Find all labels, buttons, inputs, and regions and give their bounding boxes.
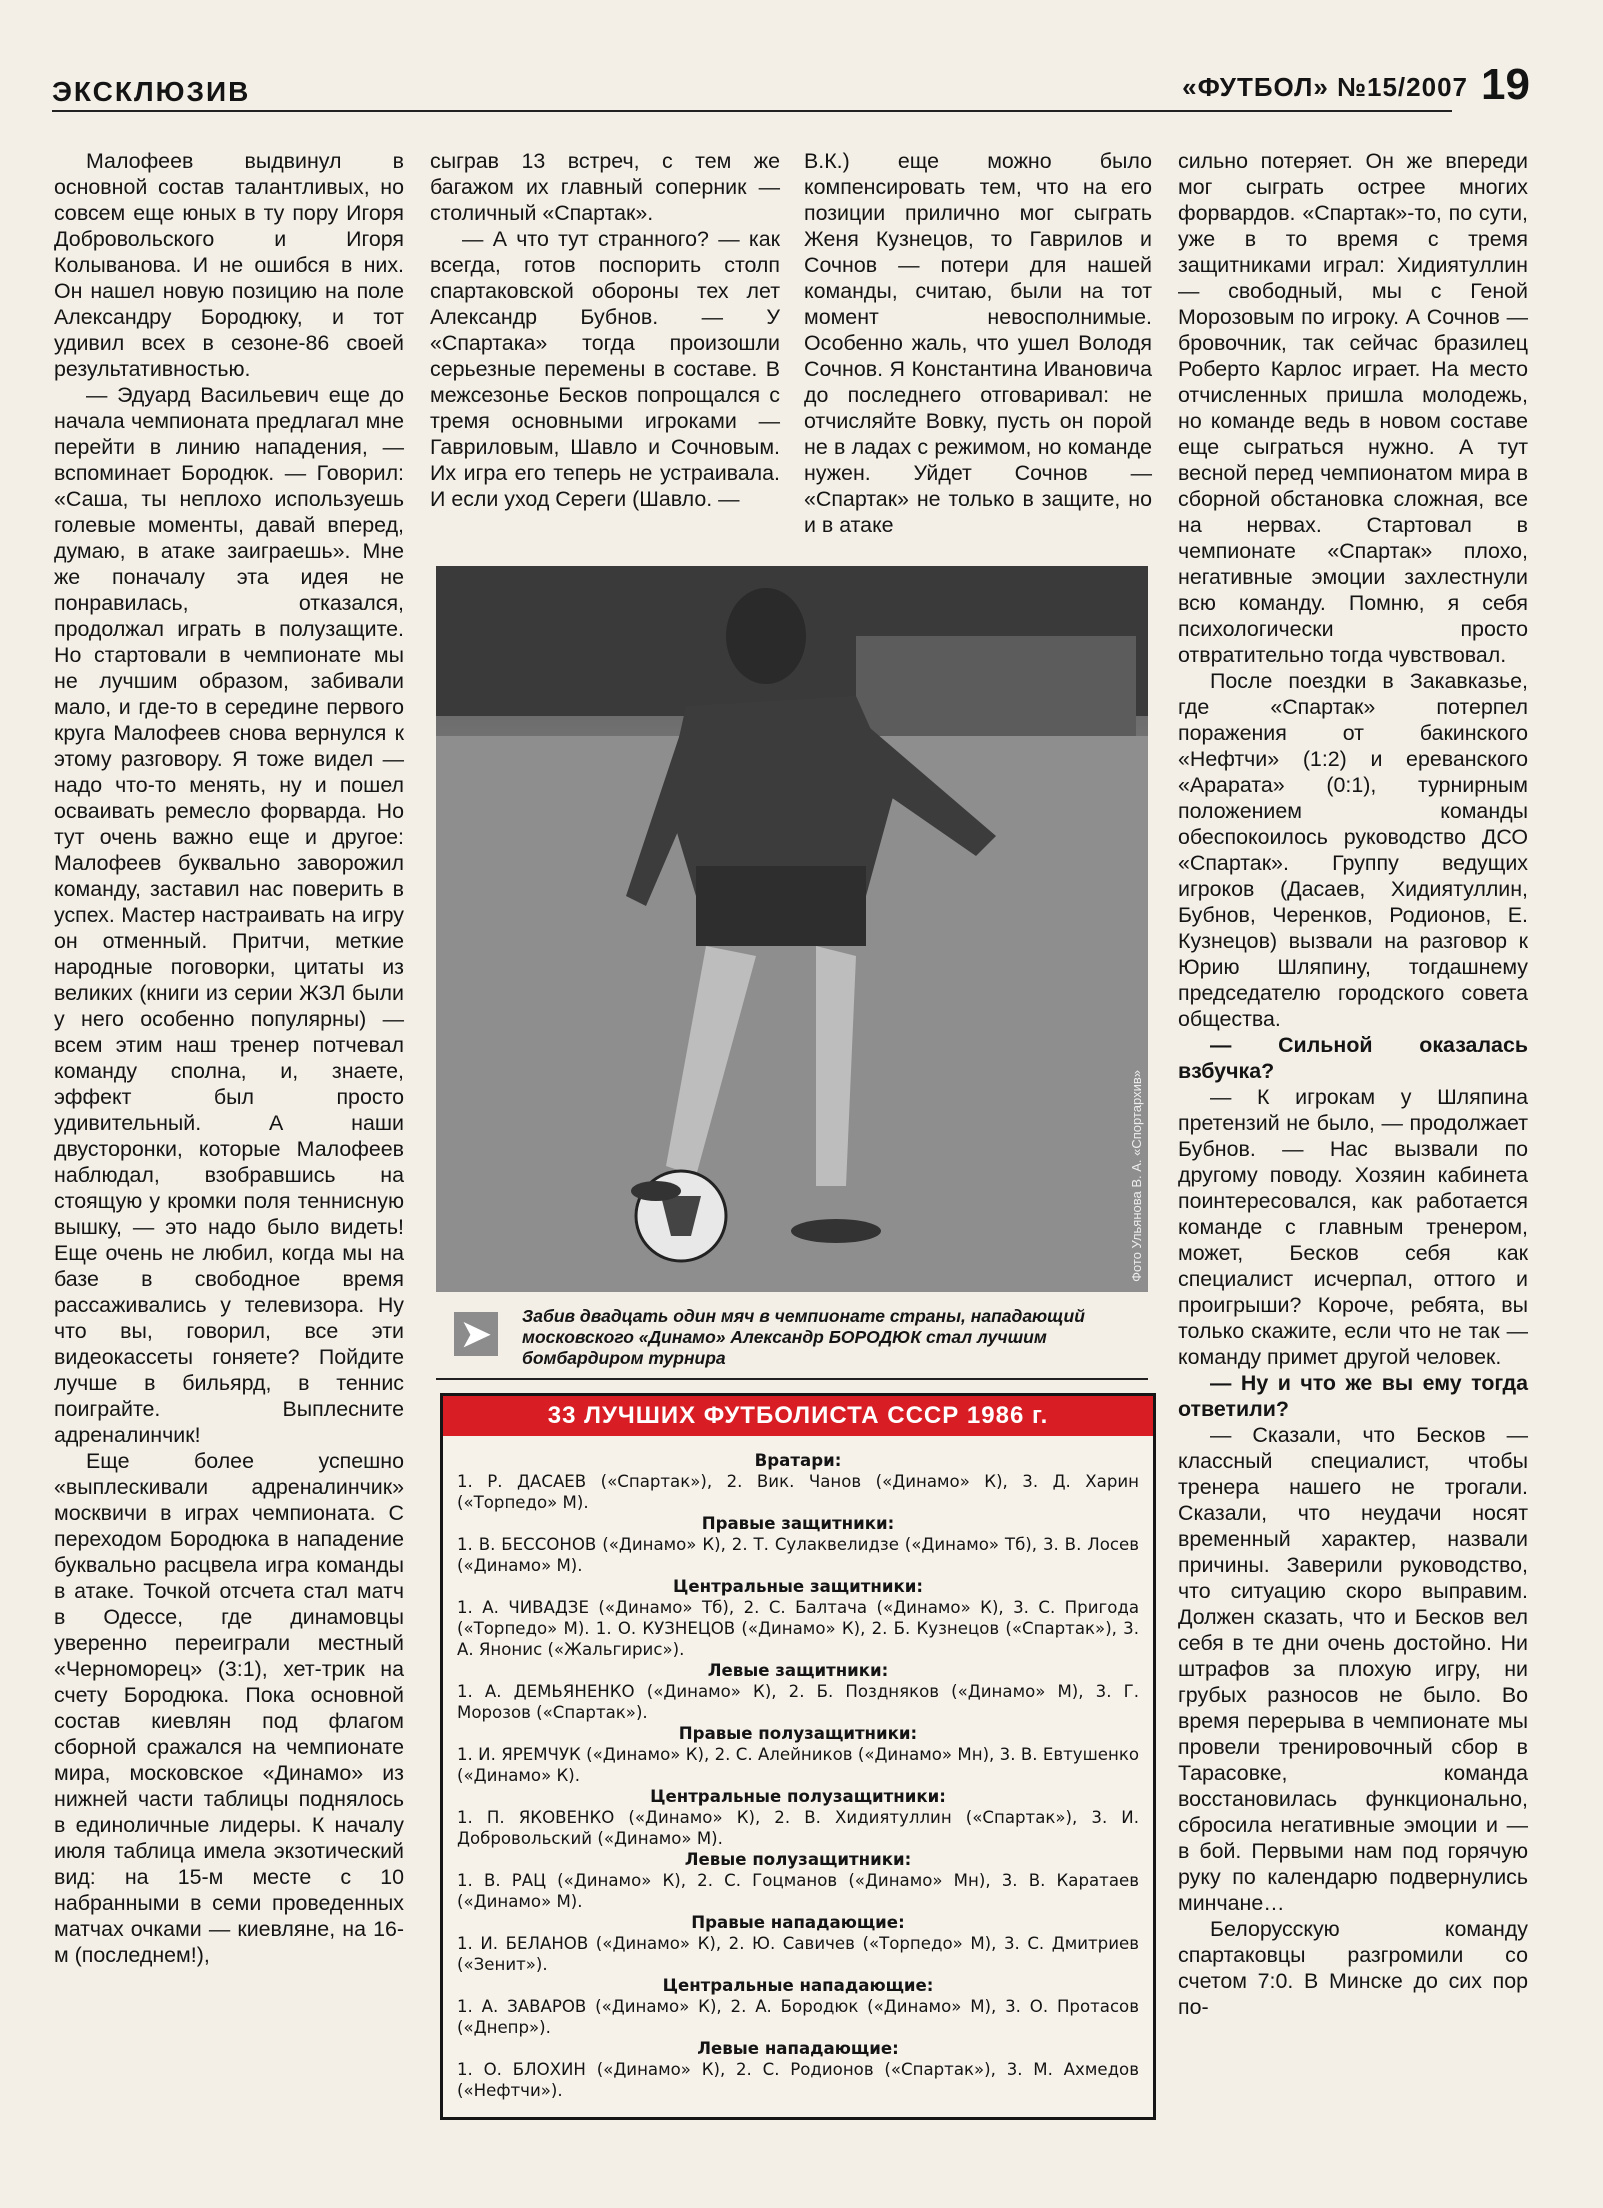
roster-list bbox=[443, 1436, 1153, 2101]
section-rubric: ЭКСКЛЮЗИВ bbox=[52, 76, 251, 107]
position-heading: Правые нападающие: bbox=[691, 1913, 905, 1932]
article-column-2 bbox=[430, 148, 780, 512]
paragraph: — Сказали, что Бесков — классный специалист, чтобы тренера нашего не трогали. Сказали, что неудачи носят временный характер, назвали причины. Заверили руководство, что ситуацию скоро выправим. Должен сказать, что и Бесков вел себя в те дни очень достойно. Ни штрафов за плохую игру, ни грубых разносов не было. Во время перерыва в чемпионате мы провели тренировочный сбор в Тарасовке, команда восстановилась функционально, сбросила негативные эмоции и — в бой. Первыми нам под горячую руку по календарю подвернулись минчане… bbox=[1178, 1423, 1528, 1915]
position-players: 1. П. ЯКОВЕНКО («Динамо» К), 2. В. Хидиятуллин («Спартак»), 3. И. Добровольский («Динамо» М). bbox=[457, 1808, 1139, 1848]
arrow-icon: ➤ bbox=[454, 1312, 498, 1356]
position-heading: Центральные полузащитники: bbox=[650, 1787, 946, 1806]
paragraph: сильно потеряет. Он же впереди мог сыграть острее многих форвардов. «Спартак»-то, по сути, уже в то время с тремя защитниками играл: Хидиятуллин — свободный, мы с Геной Морозовым по игроку. А Сочнов — бровочник, так сейчас бразилец Роберто Карлос играет. На место отчисленных пришла молодежь, но команде ведь в новом составе еще сыграться нужно. А тут весной перед чемпионатом мира в сборной обстановка сложная, все на нервах. Стартовал в чемпионате «Спартак» плохо, негативные эмоции захлестнули всю команду. Помню, я себя психологически просто отвратительно тогда чувствовал. bbox=[1178, 149, 1528, 667]
page-number: 19 bbox=[1481, 60, 1530, 109]
best-players-box bbox=[440, 1393, 1156, 2120]
article-column-4 bbox=[1178, 148, 1528, 2020]
paragraph: сыграв 13 встреч, с тем же багажом их главный соперник — столичный «Спартак». bbox=[430, 149, 780, 225]
paragraph: Белорусскую команду спартаковцы разгромили со счетом 7:0. В Минске до сих пор по- bbox=[1178, 1917, 1528, 2019]
position-players: 1. В. РАЦ («Динамо» К), 2. С. Гоцманов («Динамо» Мн), 3. В. Каратаев («Динамо» М). bbox=[457, 1871, 1139, 1911]
position-heading: Левые нападающие: bbox=[697, 2039, 899, 2058]
position-heading: Правые полузащитники: bbox=[678, 1724, 918, 1743]
photo-illustration bbox=[436, 566, 1148, 1292]
paragraph: — Эдуард Васильевич еще до начала чемпионата предлагал мне перейти в линию нападения, — вспоминает Бородюк. — Говорил: «Саша, ты неплохо используешь голевые моменты, давай вперед, думаю, в атаке заиграешь». Мне же поначалу эта идея не понравилась, отказался, продолжал играть в полузащите. Но стартовали в чемпионате мы не лучшим образом, забивали мало, и где-то в середине первого круга Малофеев снова вернулся к этому разговору. Я тоже видел — надо что-то менять, ну и пошел осваивать ремесло форварда. Но тут очень важно еще и другое: Малофеев буквально заворожил команду, заставил нас поверить в успех. Мастер настраивать на игру он отменный. Притчи, меткие народные поговорки, цитаты из великих (книги из серии ЖЗЛ были у него особенно популярны) — всем этим наш тренер потчевал команду сполна, и, знаете, эффект был просто удивительный. А наши двусторонки, которые Малофеев наблюдал, взобравшись на стоящую у кромки поля теннисную вышку, — это надо было видеть! Еще очень не любил, когда мы на базе в свободное время рассаживались у телевизора. Ну что вы, говорил, все эти видеокассеты гоняете? Пойдите лучше в бильярд, в теннис поиграйте. Выплесните адреналинчик! bbox=[54, 383, 404, 1447]
photo-caption bbox=[436, 1300, 1148, 1370]
position-players: 1. А. ДЕМЬЯНЕНКО («Динамо» К), 2. Б. Поздняков («Динамо» М), 3. Г. Морозов («Спартак»). bbox=[457, 1682, 1139, 1722]
paragraph: — К игрокам у Шляпина претензий не было, — продолжает Бубнов. — Нас вызвали по другому поводу. Хозяин кабинета поинтересовался, как работается команде с главным тренером, может, Бесков себя как специалист исчерпал, оттого и проигрыши? Короче, ребята, вы только скажите, если что не так — команду примет другой человек. bbox=[1178, 1085, 1528, 1369]
paragraph: Еще более успешно «выплескивали адреналинчик» москвичи в играх чемпионата. С переходом Бородюка в нападение буквально расцвела игра команды в атаке. Точкой отсчета стал матч в Одессе, где динамовцы уверенно переиграли местный «Черноморец» (3:1), хет-трик на счету Бородюка. Пока основной состав киевлян под флагом сборной сражался на чемпионате мира, московское «Динамо» из нижней части таблицы поднялось в единоличные лидеры. К началу июля таблица имела экзотический вид: на 15-м месте с 10 набранными в семи проведенных матчах очками — киевляне, на 16-м (последнем!), bbox=[54, 1449, 404, 1967]
position-players: 1. Р. ДАСАЕВ («Спартак»), 2. Вик. Чанов («Динамо» К), 3. Д. Харин («Торпедо» М). bbox=[457, 1472, 1139, 1512]
interview-question: — Сильной оказалась взбучка? bbox=[1178, 1033, 1528, 1083]
position-heading: Левые защитники: bbox=[707, 1661, 889, 1680]
article-column-3 bbox=[804, 148, 1152, 538]
position-players: 1. В. БЕССОНОВ («Динамо» К), 2. Т. Сулаквелидзе («Динамо» Тб), 3. В. Лосев («Динамо» М). bbox=[457, 1535, 1139, 1575]
caption-text: Забив двадцать один мяч в чемпионате страны, нападающий московского «Динамо» Александр БОРОДЮК стал лучшим бомбардиром турнира bbox=[522, 1306, 1085, 1368]
paragraph: В.К.) еще можно было компенсировать тем, что на его позиции прилично мог сыграть Женя Кузнецов, то Гаврилов и Сочнов — потери для нашей команды, считаю, были на тот момент невосполнимые. Особенно жаль, что ушел Володя Сочнов. Я Константина Ивановича до последнего отговаривал: не отчисляйте Вовку, пусть он порой не в ладах с режимом, но команде нужен. Уйдет Сочнов — «Спартак» не только в защите, но и в атаке bbox=[804, 149, 1152, 537]
position-players: 1. И. БЕЛАНОВ («Динамо» К), 2. Ю. Савичев («Торпедо» М), 3. С. Дмитриев («Зенит»). bbox=[457, 1934, 1139, 1974]
page-header bbox=[52, 58, 1530, 110]
box-title: 33 ЛУЧШИХ ФУТБОЛИСТА СССР 1986 г. bbox=[443, 1396, 1153, 1436]
player-photo bbox=[436, 566, 1148, 1292]
position-players: 1. А. ЧИВАДЗЕ («Динамо» Тб), 2. С. Балтача («Динамо» К), 3. С. Пригода («Торпедо» М). 1. О. КУЗНЕЦОВ («Динамо» К), 2. Б. Кузнецов («Спартак»), 3. А. Янонис («Жальгирис»). bbox=[457, 1598, 1139, 1659]
paragraph: — А что тут странного? — как всегда, готов поспорить столп спартаковской обороны тех лет Александр Бубнов. — У «Спартака» тогда произошли серьезные перемены в составе. В межсезонье Бесков попрощался с тремя основными игроками — Гавриловым, Шавло и Сочновым. Их игра его теперь не устраивала. И если уход Сереги (Шавло. — bbox=[430, 227, 780, 511]
position-players: 1. А. ЗАВАРОВ («Динамо» К), 2. А. Бородюк («Динамо» М), 3. О. Протасов («Днепр»). bbox=[457, 1997, 1139, 2037]
position-players: 1. И. ЯРЕМЧУК («Динамо» К), 2. С. Алейников («Динамо» Мн), 3. В. Евтушенко («Динамо» К). bbox=[457, 1745, 1139, 1785]
position-heading: Правые защитники: bbox=[701, 1514, 895, 1533]
header-rule bbox=[52, 110, 1452, 112]
position-heading: Центральные защитники: bbox=[672, 1577, 923, 1596]
photo-credit: Фото Ульянова В. А. «Спортархив» bbox=[1129, 1070, 1144, 1282]
caption-rule bbox=[436, 1378, 1148, 1380]
paragraph: После поездки в Закавказье, где «Спартак» потерпел поражения от бакинского «Нефтчи» (1:2) и ереванского «Арарата» (0:1), турнирным положением команды обеспокоилось руководство ДСО «Спартак». Группу ведущих игроков (Дасаев, Хидиятуллин, Бубнов, Черенков, Родионов, Е. Кузнецов) вызвали на разговор к Юрию Шляпину, тогдашнему председателю городского совета общества. bbox=[1178, 669, 1528, 1031]
position-players: 1. О. БЛОХИН («Динамо» К), 2. С. Родионов («Спартак»), 3. М. Ахмедов («Нефтчи»). bbox=[457, 2060, 1139, 2100]
position-heading: Центральные нападающие: bbox=[662, 1976, 934, 1995]
position-heading: Вратари: bbox=[754, 1451, 842, 1470]
publication-info: «ФУТБОЛ» №15/2007 bbox=[1182, 72, 1468, 102]
position-heading: Левые полузащитники: bbox=[684, 1850, 912, 1869]
paragraph: Малофеев выдвинул в основной состав талантливых, но совсем еще юных в ту пору Игоря Добровольского и Игоря Колыванова. И не ошибся в них. Он нашел новую позицию на поле Александру Бородюку, и тот удивил всех в сезоне-86 своей результативностью. bbox=[54, 149, 404, 381]
interview-question: — Ну и что же вы ему тогда ответили? bbox=[1178, 1371, 1528, 1421]
article-column-1 bbox=[54, 148, 404, 1968]
